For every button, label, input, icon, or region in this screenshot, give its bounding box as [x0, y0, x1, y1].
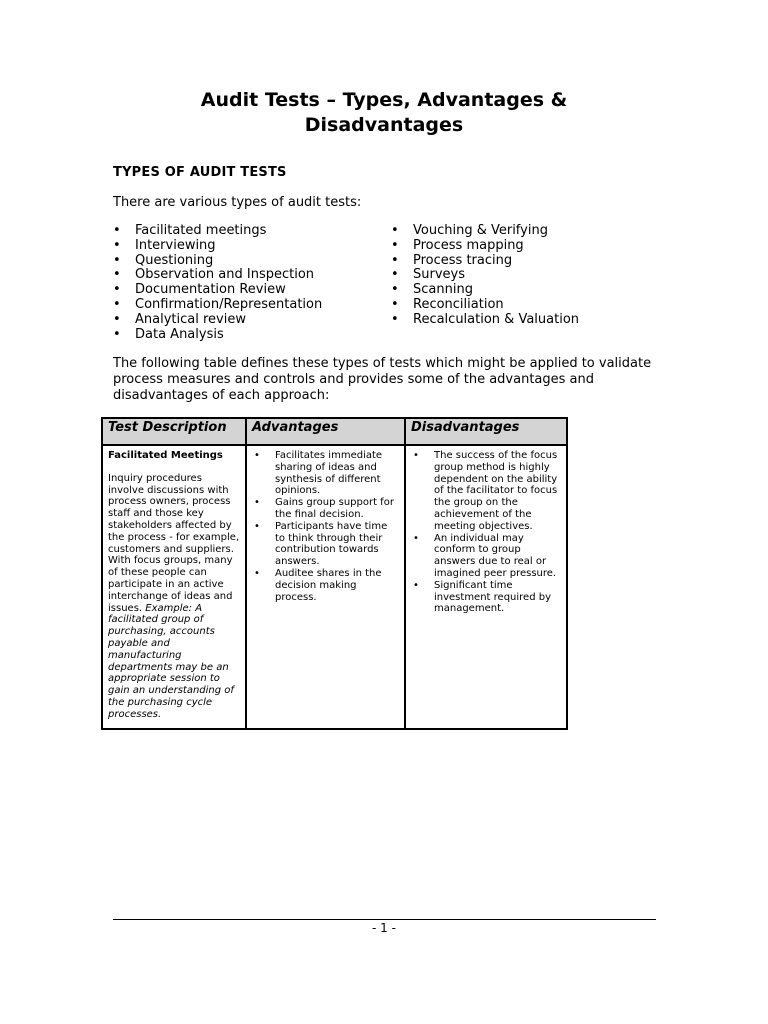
list-item: • Data Analysis [113, 328, 322, 343]
list-item: • An individual may conform to group answers due to real or imagined peer pressure. [411, 533, 561, 580]
disadvantages-cell [405, 445, 567, 729]
list-item: • Process mapping [391, 239, 579, 254]
list-item: • Process tracing [391, 254, 579, 269]
footer-divider [113, 919, 656, 920]
list-item: • Documentation Review [113, 283, 322, 298]
list-item: • Facilitates immediate sharing of ideas and synthesis of different opinions. [252, 450, 399, 497]
table-row [102, 445, 567, 729]
list-item: • Observation and Inspection [113, 268, 322, 283]
list-item: • Participants have time to think through their contribution towards answers. [252, 521, 399, 568]
list-item: • Vouching & Verifying [391, 224, 579, 239]
header-disadvantages: Disadvantages [405, 418, 567, 445]
table-intro-paragraph: The following table defines these types of tests which might be applied to validate process measures and controls and provides some of the advantages and disadvantages of each approach: [113, 356, 652, 403]
document-title [0, 88, 768, 138]
list-item: • Scanning [391, 283, 579, 298]
intro-text: There are various types of audit tests: [113, 195, 362, 210]
test-description-text [108, 473, 240, 721]
types-list-left [113, 224, 322, 342]
example-text: Example: A facilitated group of purchasing, accounts payable and manufacturing departments may be an appropriate session to gain an understanding of the purchasing cycle processes. [108, 602, 234, 720]
table-header-row [102, 418, 567, 445]
test-name: Facilitated Meetings [108, 450, 223, 461]
advantages-list [252, 450, 399, 603]
list-item: • Questioning [113, 254, 322, 269]
header-advantages: Advantages [246, 418, 405, 445]
audit-tests-table [101, 417, 568, 730]
disadvantages-list [411, 450, 561, 615]
list-item: • Reconciliation [391, 298, 579, 313]
page-number: - 1 - [372, 921, 396, 935]
description-text: Inquiry procedures involve discussions with process owners, process staff and those key stakeholders affected by the process - for example, customers and suppliers. With focus groups, many of these people can participate in an active interchange of ideas and issues. [108, 472, 240, 614]
list-item: • Confirmation/Representation [113, 298, 322, 313]
list-item: • Interviewing [113, 239, 322, 254]
test-description-cell [102, 445, 246, 729]
types-list-right [391, 224, 579, 328]
advantages-cell [246, 445, 405, 729]
list-item: • Gains group support for the final decision. [252, 497, 399, 521]
list-item: • Analytical review [113, 313, 322, 328]
title-line-2: Disadvantages [304, 114, 464, 136]
title-line-1: Audit Tests – Types, Advantages & [200, 89, 568, 111]
list-item: • Recalculation & Valuation [391, 313, 579, 328]
list-item: • Facilitated meetings [113, 224, 322, 239]
list-item: • The success of the focus group method is highly dependent on the ability of the facilitator to focus the group on the achievement of the meeting objectives. [411, 450, 561, 533]
list-item: • Significant time investment required by management. [411, 580, 561, 615]
header-test-description: Test Description [102, 418, 246, 445]
list-item: • Surveys [391, 268, 579, 283]
list-item: • Auditee shares in the decision making process. [252, 568, 399, 603]
section-heading: TYPES OF AUDIT TESTS [113, 165, 287, 180]
